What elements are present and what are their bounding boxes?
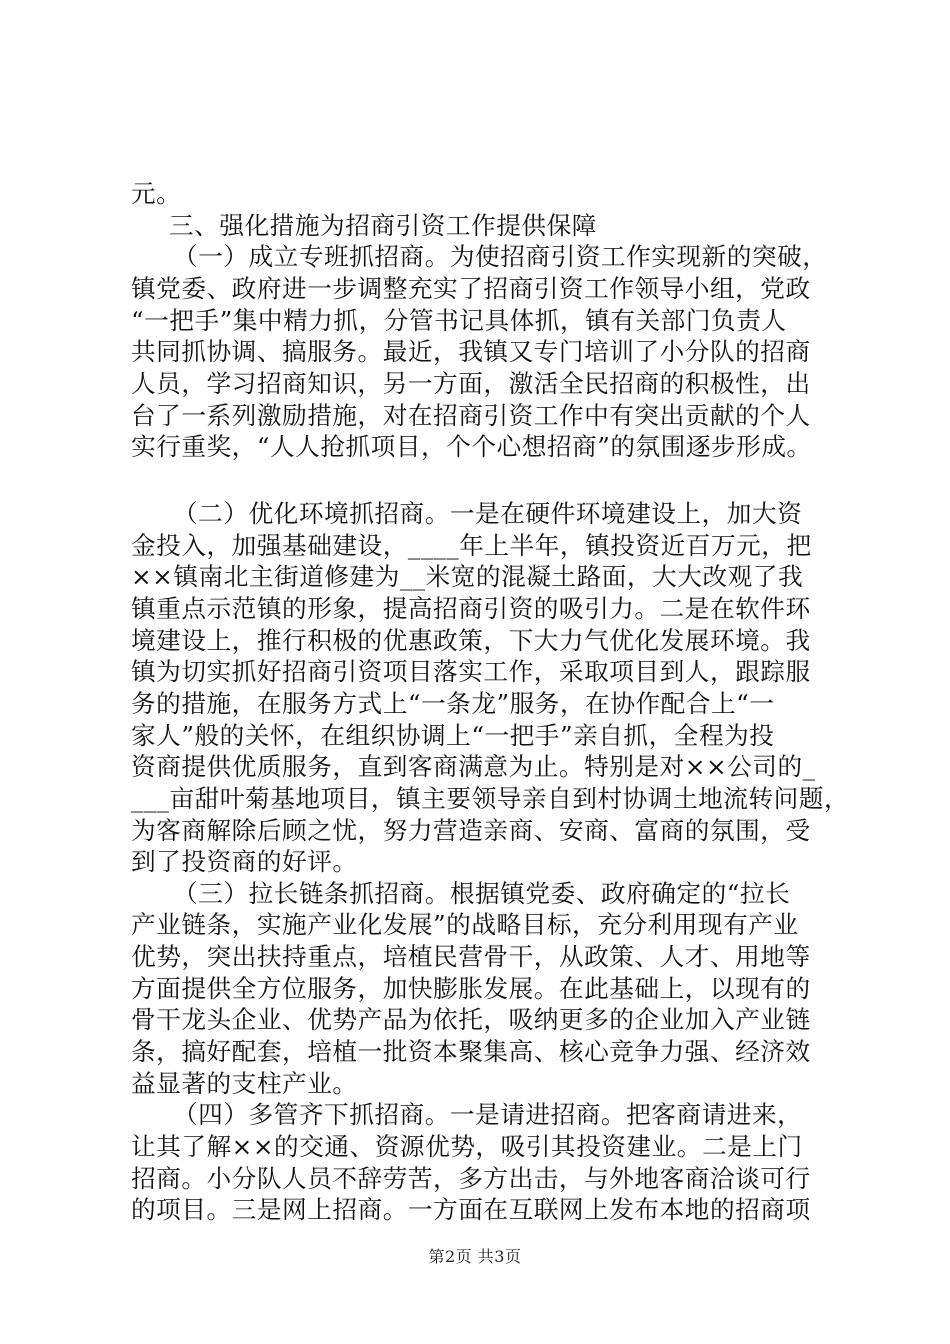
text-line: 优势，突出扶持重点，培植民营骨干，从政策、人才、用地等 <box>131 942 811 972</box>
text-line: （一）成立专班抓招商。为使招商引资工作实现新的突破， <box>173 242 828 272</box>
text-line: 益显著的支柱产业。 <box>131 1068 358 1098</box>
text-line: 产业链条，实施产业化发展”的战略目标，充分利用现有产业 <box>131 910 799 940</box>
text-line: 境建设上，推行积极的优惠政策，下大力气优化发展环境。我 <box>131 625 811 655</box>
text-line: ××镇南北主街道修建为__米宽的混凝土路面，大大改观了我 <box>131 562 804 592</box>
text-line: 家人”般的关怀，在组织协调上“一把手”亲自抓，全程为投 <box>131 720 775 750</box>
text-line: “一把手”集中精力抓，分管书记具体抓，镇有关部门负责人 <box>131 305 787 335</box>
text-line: 为客商解除后顾之忧，努力营造亲商、安商、富商的氛围，受 <box>131 815 811 845</box>
text-line: 的项目。三是网上招商。一方面在互联网上发布本地的招商项 <box>131 1195 811 1225</box>
text-line: 骨干龙头企业、优势产品为依托，吸纳更多的企业加入产业链 <box>131 1005 811 1035</box>
text-line: 到了投资商的好评。 <box>131 847 358 877</box>
text-line: 条，搞好配套，培植一批资本聚集高、核心竞争力强、经济效 <box>131 1037 811 1067</box>
text-line: （四）多管齐下抓招商。一是请进招商。把客商请进来， <box>173 1100 803 1130</box>
text-line: （二）优化环境抓招商。一是在硬件环境建设上，加大资 <box>173 499 803 529</box>
text-line: 共同抓协调、搞服务。最近，我镇又专门培训了小分队的招商 <box>131 337 811 367</box>
text-line: （三）拉长链条抓招商。根据镇党委、政府确定的“拉长 <box>173 878 791 908</box>
text-line: 镇为切实抓好招商引资项目落实工作，采取项目到人，跟踪服 <box>131 657 811 687</box>
text-line: 让其了解××的交通、资源优势，吸引其投资建业。二是上门 <box>131 1132 803 1162</box>
text-line: 人员，学习招商知识，另一方面，激活全民招商的积极性，出 <box>131 368 811 398</box>
section-heading: 三、强化措施为招商引资工作提供保障 <box>169 210 597 240</box>
text-line: 务的措施，在服务方式上“一条龙”服务，在协作配合上“一 <box>131 688 775 718</box>
text-line: 实行重奖，“人人抢抓项目，个个心想招商”的氛围逐步形成。 <box>131 432 812 462</box>
text-line: 方面提供全方位服务，加快膨胀发展。在此基础上，以现有的 <box>131 973 811 1003</box>
text-line: ___亩甜叶菊基地项目，镇主要领导亲自到村协调土地流转问题， <box>131 783 850 813</box>
text-line: 元。 <box>131 179 182 208</box>
text-line: 镇党委、政府进一步调整充实了招商引资工作领导小组，党政 <box>131 273 811 303</box>
page-number: 第2页 共3页 <box>428 1247 522 1266</box>
text-line: 金投入，加强基础建设，____年上半年，镇投资近百万元，把 <box>131 530 812 560</box>
text-line: 招商。小分队人员不辞劳苦，多方出击，与外地客商洽谈可行 <box>131 1163 811 1193</box>
text-line: 资商提供优质服务，直到客商满意为止。特别是对××公司的_ <box>131 752 816 782</box>
text-line: 台了一系列激励措施，对在招商引资工作中有突出贡献的个人 <box>131 400 811 430</box>
text-line: 镇重点示范镇的形象，提高招商引资的吸引力。二是在软件环 <box>131 593 811 623</box>
